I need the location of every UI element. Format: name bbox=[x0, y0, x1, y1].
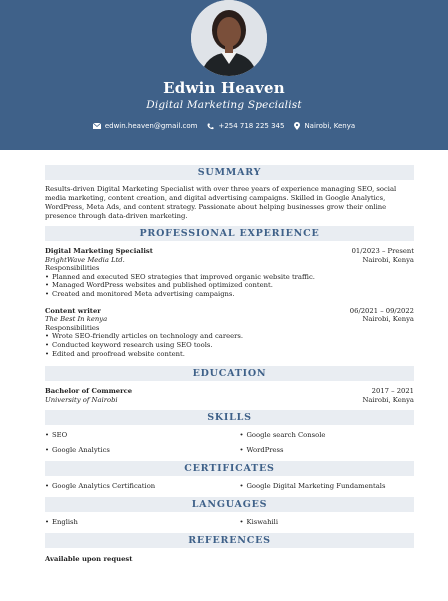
responsibilities-list bbox=[45, 273, 414, 299]
contact-phone[interactable] bbox=[207, 122, 284, 130]
list-item: • Planned and executed SEO strategies that improved organic website traffic. bbox=[45, 273, 414, 282]
references-text: Available upon request bbox=[45, 555, 133, 564]
resume-body bbox=[45, 165, 414, 564]
email-icon bbox=[93, 123, 101, 129]
skills-list bbox=[45, 431, 414, 455]
responsibilities-label: Responsibilities bbox=[45, 264, 100, 273]
section-title-languages: LANGUAGES bbox=[45, 497, 414, 512]
job-company: The Best In kenya bbox=[45, 315, 108, 324]
job-location: Nairobi, Kenya bbox=[362, 315, 414, 324]
job-location: Nairobi, Kenya bbox=[362, 255, 414, 264]
list-item: • English bbox=[45, 518, 220, 527]
degree: Bachelor of Commerce bbox=[45, 387, 133, 396]
phone-icon bbox=[207, 123, 214, 130]
list-item: • Created and monitored Meta advertising campaigns. bbox=[45, 290, 414, 299]
job-company: BrightWave Media Ltd. bbox=[45, 255, 125, 264]
job-role: Content writer bbox=[45, 306, 101, 315]
resume-header bbox=[0, 0, 448, 150]
list-item: • Wrote SEO-friendly articles on technology and careers. bbox=[45, 332, 414, 341]
job-dates: 01/2023 – Present bbox=[351, 247, 414, 255]
education-location: Nairobi, Kenya bbox=[362, 395, 414, 404]
section-title-certificates: CERTIFICATES bbox=[45, 461, 414, 476]
list-item: • WordPress bbox=[240, 446, 415, 455]
certificates-list bbox=[45, 482, 414, 491]
summary-text: Results-driven Digital Marketing Specialist with over three years of experience managing SEO, social media marketing, content creation, and digital advertising campaigns. Skilled in Google Analytics, WordPress, Meta Ads, and content strategy. Passionate about helping businesses grow their online presence through data-driven marketing. bbox=[45, 185, 397, 220]
job-role: Digital Marketing Specialist bbox=[45, 247, 153, 255]
education-entry bbox=[45, 387, 414, 404]
section-title-references: REFERENCES bbox=[45, 533, 414, 548]
section-title-education: EDUCATION bbox=[45, 366, 414, 381]
school: University of Nairobi bbox=[45, 395, 118, 404]
email-text: edwin.heaven@gmail.com bbox=[104, 122, 198, 130]
phone-text: +254 718 225 345 bbox=[218, 122, 285, 130]
list-item: • Kiswahili bbox=[240, 518, 415, 527]
job-dates: 06/2021 – 09/2022 bbox=[349, 306, 414, 315]
candidate-role: Digital Marketing Specialist bbox=[146, 99, 302, 111]
list-item: • Google search Console bbox=[240, 431, 415, 440]
section-title-experience: PROFESSIONAL EXPERIENCE bbox=[45, 226, 414, 241]
location-text: Nairobi, Kenya bbox=[304, 122, 356, 130]
contact-email[interactable] bbox=[93, 122, 198, 130]
responsibilities-list bbox=[45, 332, 414, 358]
job-entry bbox=[45, 247, 414, 299]
list-item: • Edited and proofread website content. bbox=[45, 350, 414, 359]
responsibilities-label: Responsibilities bbox=[45, 323, 100, 332]
contact-bar bbox=[0, 122, 448, 130]
contact-location bbox=[294, 122, 355, 130]
section-title-summary: SUMMARY bbox=[45, 165, 414, 180]
profile-photo bbox=[191, 0, 267, 76]
list-item: • Google Analytics bbox=[45, 446, 220, 455]
profile-photo-icon bbox=[191, 0, 267, 76]
job-entry bbox=[45, 307, 414, 359]
section-title-skills: SKILLS bbox=[45, 410, 414, 425]
list-item: • Google Analytics Certification bbox=[45, 482, 220, 491]
list-item: • Google Digital Marketing Fundamentals bbox=[240, 482, 415, 491]
list-item: • SEO bbox=[45, 431, 220, 440]
education-dates: 2017 – 2021 bbox=[371, 387, 414, 396]
list-item: • Managed WordPress websites and published optimized content. bbox=[45, 281, 414, 290]
location-pin-icon bbox=[294, 122, 300, 130]
candidate-name: Edwin Heaven bbox=[163, 79, 285, 97]
list-item: • Conducted keyword research using SEO tools. bbox=[45, 341, 414, 350]
languages-list bbox=[45, 518, 414, 527]
